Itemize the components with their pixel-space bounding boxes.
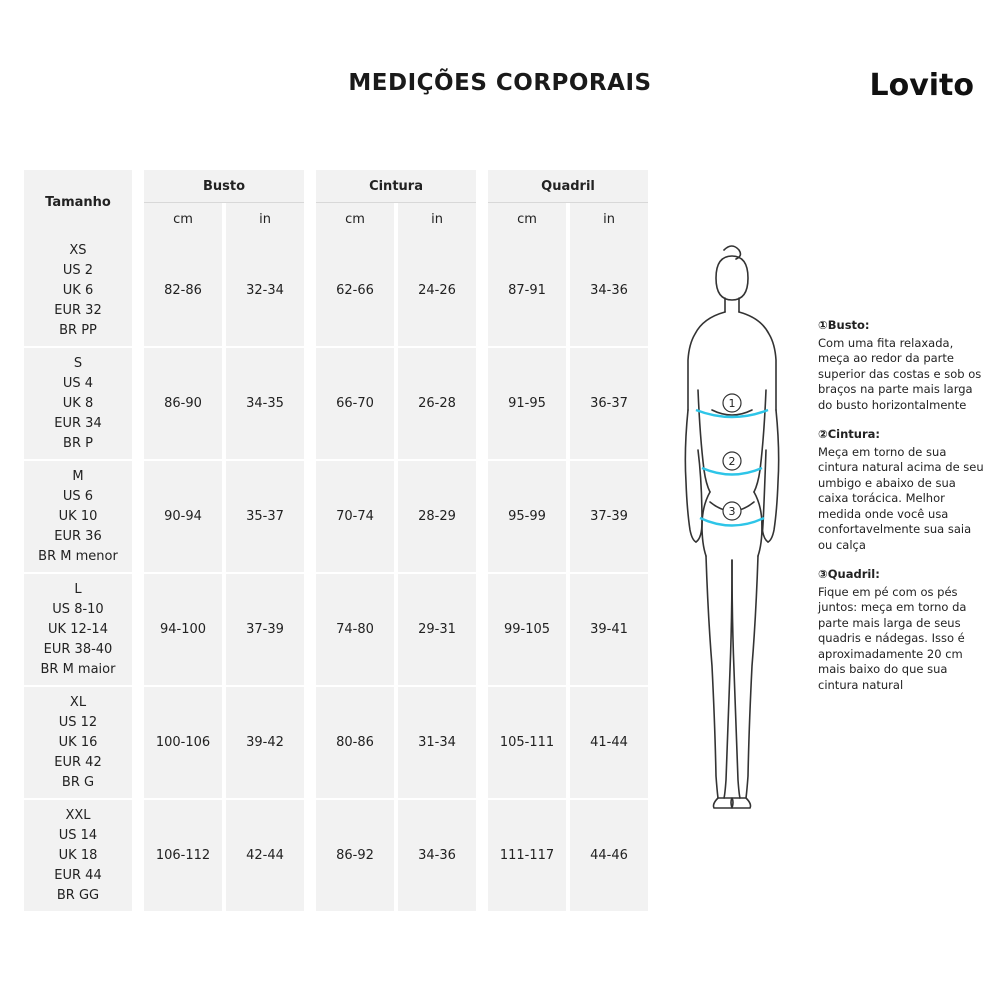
row-size-label <box>24 574 132 687</box>
measurement-notes <box>818 318 986 707</box>
cell-waist-in: 31-34 <box>398 687 476 800</box>
row-size-label <box>24 235 132 348</box>
cell-bust-in: 37-39 <box>226 574 304 687</box>
cell-waist-cm: 74-80 <box>316 574 394 687</box>
page-title: MEDIÇÕES CORPORAIS <box>348 70 652 96</box>
cell-bust-cm: 106-112 <box>144 800 222 913</box>
column-spacer <box>480 235 484 348</box>
column-spacer <box>308 461 312 574</box>
header-group-row <box>24 170 648 203</box>
note-bust-title: ①Busto: <box>818 318 870 332</box>
brand-logo: Lovito <box>869 68 974 103</box>
size-line: EUR 42 <box>54 754 102 770</box>
cell-waist-in: 24-26 <box>398 235 476 348</box>
header-unit-bust-in: in <box>226 203 304 235</box>
cell-bust-in: 39-42 <box>226 687 304 800</box>
cell-waist-in: 34-36 <box>398 800 476 913</box>
cell-hip-in: 41-44 <box>570 687 648 800</box>
table-body <box>24 235 648 913</box>
table-row <box>24 348 648 461</box>
note-waist-body: Meça em torno de sua cintura natural acima de seu umbigo e abaixo de sua caixa torácica. Melhor medida onde você usa confortavelmente sua saia ou calça <box>818 444 984 552</box>
column-spacer <box>136 235 140 348</box>
body-figure <box>660 240 800 820</box>
marker-2-label: 2 <box>728 455 736 468</box>
cell-hip-in: 37-39 <box>570 461 648 574</box>
size-line: BR GG <box>56 887 100 903</box>
size-line: BR PP <box>59 322 97 338</box>
cell-waist-in: 28-29 <box>398 461 476 574</box>
header-group-hip: Quadril <box>488 170 648 203</box>
size-line: BR G <box>61 774 95 790</box>
cell-hip-cm: 87-91 <box>488 235 566 348</box>
size-line: UK 16 <box>58 734 98 750</box>
note-waist <box>818 427 986 553</box>
marker-1-label: 1 <box>728 397 736 410</box>
cell-waist-in: 26-28 <box>398 348 476 461</box>
column-spacer <box>480 170 484 235</box>
note-hip <box>818 567 986 693</box>
column-spacer <box>136 574 140 687</box>
cell-bust-in: 35-37 <box>226 461 304 574</box>
column-spacer <box>480 574 484 687</box>
cell-hip-in: 39-41 <box>570 574 648 687</box>
cell-waist-in: 29-31 <box>398 574 476 687</box>
table-row <box>24 235 648 348</box>
size-line: EUR 38-40 <box>43 641 113 657</box>
size-line: BR M maior <box>40 661 116 677</box>
size-line: S <box>73 355 83 371</box>
note-hip-title: ③Quadril: <box>818 567 880 581</box>
column-spacer <box>480 348 484 461</box>
table-row <box>24 461 648 574</box>
cell-bust-in: 42-44 <box>226 800 304 913</box>
marker-3-label: 3 <box>728 505 736 518</box>
header-size: Tamanho <box>24 170 132 235</box>
row-size-label <box>24 461 132 574</box>
cell-waist-cm: 70-74 <box>316 461 394 574</box>
header-unit-waist-cm: cm <box>316 203 394 235</box>
cell-waist-cm: 86-92 <box>316 800 394 913</box>
size-line: M <box>72 468 84 484</box>
cell-hip-cm: 99-105 <box>488 574 566 687</box>
table-row <box>24 687 648 800</box>
header-group-bust: Busto <box>144 170 304 203</box>
note-waist-title: ②Cintura: <box>818 427 881 441</box>
size-line: US 4 <box>62 375 94 391</box>
column-spacer <box>136 461 140 574</box>
header-unit-bust-cm: cm <box>144 203 222 235</box>
row-size-label <box>24 687 132 800</box>
note-hip-body: Fique em pé com os pés juntos: meça em torno da parte mais larga de seus quadris e nádegas. Isso é aproximadamente 20 cm mais baixo do que sua cintura natural <box>818 584 967 692</box>
note-bust <box>818 318 986 413</box>
header-unit-hip-cm: cm <box>488 203 566 235</box>
table-row <box>24 800 648 913</box>
size-line: US 8-10 <box>52 601 104 617</box>
column-spacer <box>480 461 484 574</box>
size-line: US 14 <box>58 827 98 843</box>
cell-waist-cm: 80-86 <box>316 687 394 800</box>
cell-waist-cm: 66-70 <box>316 348 394 461</box>
size-line: BR P <box>63 435 93 451</box>
column-spacer <box>480 687 484 800</box>
row-size-label <box>24 800 132 913</box>
size-line: XXL <box>65 807 91 823</box>
cell-bust-cm: 86-90 <box>144 348 222 461</box>
female-body-outline-icon <box>660 240 800 820</box>
cell-hip-cm: 105-111 <box>488 687 566 800</box>
header-unit-hip-in: in <box>570 203 648 235</box>
table-row <box>24 574 648 687</box>
column-spacer <box>308 235 312 348</box>
size-line: EUR 44 <box>54 867 102 883</box>
column-spacer <box>308 348 312 461</box>
cell-bust-in: 32-34 <box>226 235 304 348</box>
size-line: UK 10 <box>58 508 98 524</box>
size-line: UK 8 <box>62 395 94 411</box>
size-line: US 12 <box>58 714 98 730</box>
cell-bust-in: 34-35 <box>226 348 304 461</box>
cell-hip-in: 36-37 <box>570 348 648 461</box>
size-line: UK 12-14 <box>48 621 108 637</box>
size-line: L <box>74 581 82 597</box>
cell-hip-in: 44-46 <box>570 800 648 913</box>
size-line: UK 18 <box>58 847 98 863</box>
size-line: EUR 34 <box>54 415 102 431</box>
row-size-label <box>24 348 132 461</box>
column-spacer <box>136 348 140 461</box>
size-line: US 6 <box>62 488 94 504</box>
cell-bust-cm: 90-94 <box>144 461 222 574</box>
size-line: US 2 <box>62 262 94 278</box>
size-line: XS <box>69 242 87 258</box>
size-line: BR M menor <box>38 548 118 564</box>
size-line: EUR 36 <box>54 528 102 544</box>
cell-hip-cm: 111-117 <box>488 800 566 913</box>
size-table-container <box>20 170 640 913</box>
size-line: UK 6 <box>62 282 94 298</box>
header-group-waist: Cintura <box>316 170 476 203</box>
column-spacer <box>136 170 140 235</box>
column-spacer <box>480 800 484 913</box>
table-header <box>24 170 648 235</box>
cell-bust-cm: 100-106 <box>144 687 222 800</box>
header-unit-waist-in: in <box>398 203 476 235</box>
column-spacer <box>136 687 140 800</box>
column-spacer <box>308 800 312 913</box>
cell-hip-in: 34-36 <box>570 235 648 348</box>
column-spacer <box>308 170 312 235</box>
size-line: XL <box>69 694 87 710</box>
cell-waist-cm: 62-66 <box>316 235 394 348</box>
cell-hip-cm: 95-99 <box>488 461 566 574</box>
cell-hip-cm: 91-95 <box>488 348 566 461</box>
note-bust-body: Com uma fita relaxada, meça ao redor da parte superior das costas e sob os braços na parte mais larga do busto horizontalmente <box>818 335 982 412</box>
cell-bust-cm: 94-100 <box>144 574 222 687</box>
size-line: EUR 32 <box>54 302 102 318</box>
size-table <box>20 170 652 913</box>
column-spacer <box>136 800 140 913</box>
cell-bust-cm: 82-86 <box>144 235 222 348</box>
column-spacer <box>308 574 312 687</box>
column-spacer <box>308 687 312 800</box>
